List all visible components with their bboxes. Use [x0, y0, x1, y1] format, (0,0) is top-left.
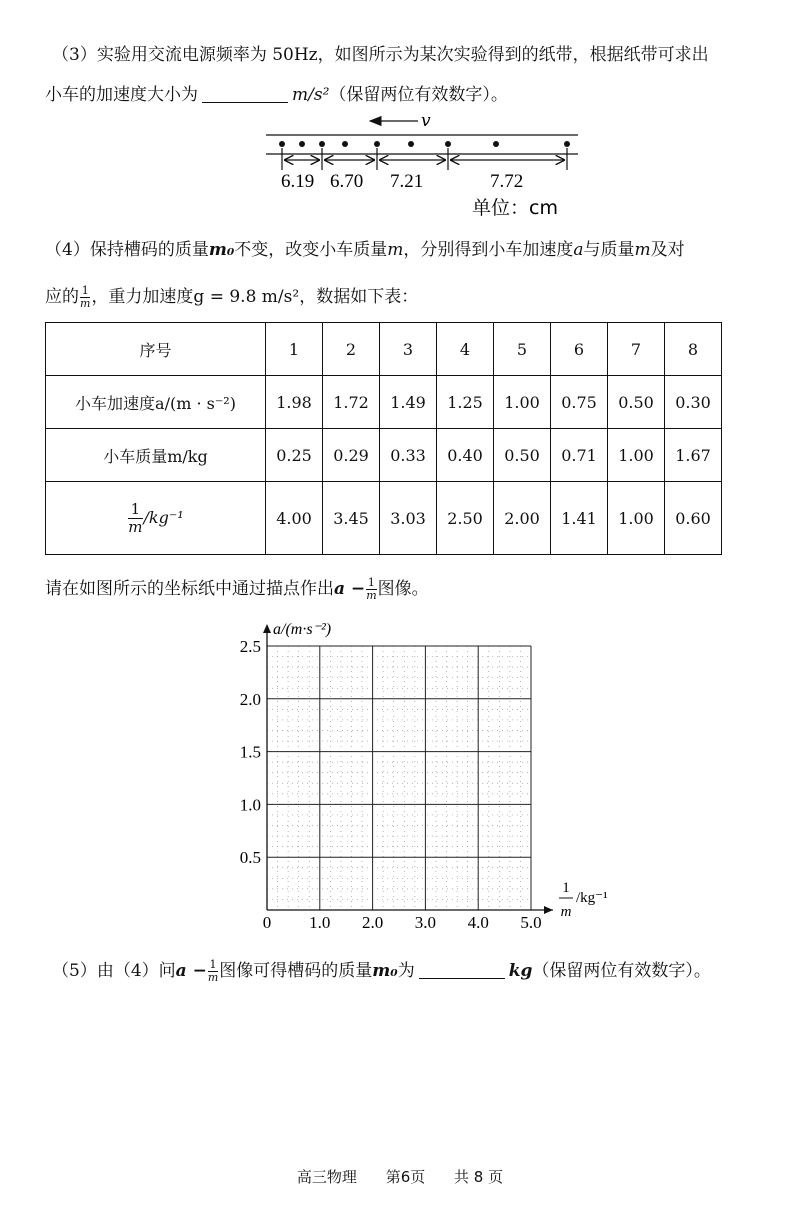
- table-row: [46, 323, 722, 376]
- y-tick-label: 1.5: [239, 742, 261, 762]
- tape-distance-3: 7.21: [390, 171, 424, 192]
- q4-line1: [45, 235, 685, 260]
- table-row-label: 小车质量m/kg: [46, 429, 266, 482]
- x-tick-label: 5.0: [520, 913, 542, 932]
- table-cell: 1.98: [266, 376, 323, 429]
- velocity-label: v: [421, 111, 431, 131]
- table-cell: 0.60: [665, 482, 722, 555]
- q3-unit: m/s²: [292, 85, 330, 105]
- frac-num: 1: [128, 501, 142, 519]
- table-cell: 1.00: [608, 429, 665, 482]
- frac-num: 1: [209, 958, 217, 971]
- tape-distance-1: 6.19: [281, 171, 315, 192]
- table-cell: 0.71: [551, 429, 608, 482]
- q4-text: 不变，改变小车质量: [234, 240, 388, 260]
- table-cell: 3: [380, 323, 437, 376]
- x-tick-label: 0: [262, 913, 272, 932]
- q4-text: （4）保持槽码的质量: [45, 240, 209, 260]
- table-header-label: 序号: [46, 323, 266, 376]
- tape-dot: [445, 141, 451, 147]
- q4-line2: [45, 282, 418, 310]
- table-cell: 2.50: [437, 482, 494, 555]
- table-cell: 0.50: [608, 376, 665, 429]
- y-axis-arrow: [263, 624, 271, 633]
- x-tick-label: 1.0: [309, 913, 331, 932]
- tape-dot: [493, 141, 499, 147]
- tape-segment-marks: [282, 148, 567, 170]
- table-cell: 1.67: [665, 429, 722, 482]
- q3-line2: [45, 80, 508, 105]
- q4-text: ，重力加速度g = 9.8 m/s²，数据如下表：: [91, 287, 419, 307]
- q3-line2-pre: 小车的加速度大小为: [45, 85, 198, 105]
- footer-total: 共 8 页: [454, 1168, 504, 1186]
- x-tick-label: 2.0: [361, 913, 384, 932]
- q3-line1: （3）实验用交流电源频率为 50Hz，如图所示为某次实验得到的纸带，根据纸带可求出: [52, 45, 709, 65]
- plot-instruction-expr: a −: [334, 579, 366, 599]
- table-cell: 0.25: [266, 429, 323, 482]
- table-cell: 0.33: [380, 429, 437, 482]
- x-axis-arrow: [544, 906, 553, 914]
- table-cell: 4: [437, 323, 494, 376]
- table-cell: 1.25: [437, 376, 494, 429]
- q5-line: [52, 956, 711, 984]
- frac-den: m: [207, 971, 219, 984]
- table-fraction: [128, 501, 142, 536]
- q4-m: m: [387, 240, 404, 260]
- frac-num: 1: [367, 576, 375, 589]
- q5-expr: a −: [175, 961, 207, 981]
- plot-instruction-fraction: [366, 577, 376, 602]
- q5-m0: m₀: [372, 961, 398, 981]
- frac-num: 1: [81, 284, 89, 297]
- frac-den: m: [128, 517, 143, 536]
- q4-m: m: [634, 240, 651, 260]
- tape-dot: [342, 141, 348, 147]
- table-cell: 0.40: [437, 429, 494, 482]
- answer-blank-acceleration[interactable]: [202, 84, 288, 103]
- frac-den: m: [366, 589, 377, 602]
- table-row-label: 小车加速度a/(m · s⁻²): [46, 376, 266, 429]
- table-cell: 1: [266, 323, 323, 376]
- tape-distance-2: 6.70: [330, 171, 364, 192]
- tape-dot: [374, 141, 380, 147]
- table-row: [46, 429, 722, 482]
- page-footer: [0, 1166, 800, 1187]
- table-cell: 3.45: [323, 482, 380, 555]
- y-tick-label: 0.5: [239, 848, 261, 868]
- table-cell: 0.29: [323, 429, 380, 482]
- table-cell: 1.49: [380, 376, 437, 429]
- table-row: [46, 376, 722, 429]
- table-cell: 6: [551, 323, 608, 376]
- tape-dot: [279, 141, 285, 147]
- table-cell: 3.03: [380, 482, 437, 555]
- q4-a: a: [573, 240, 584, 260]
- tape-dot: [319, 141, 325, 147]
- q5-fraction: [208, 959, 218, 984]
- x-axis-label-unit: /kg⁻¹: [576, 890, 608, 906]
- tape-dot: [408, 141, 414, 147]
- graph-paper-chart[interactable]: [0, 610, 800, 940]
- x-tick-label: 4.0: [467, 913, 489, 932]
- table-cell: 0.30: [665, 376, 722, 429]
- y-tick-label: 2.5: [239, 637, 261, 656]
- y-tick-label: 1.0: [239, 795, 261, 815]
- q5-text: 为: [397, 961, 415, 981]
- table-cell: 2: [323, 323, 380, 376]
- table-cell: 7: [608, 323, 665, 376]
- table-row: [46, 482, 722, 555]
- q5-unit: kg: [508, 961, 533, 981]
- x-axis-label-num: 1: [562, 880, 570, 896]
- q4-text: ，分别得到小车加速度: [403, 240, 574, 260]
- q4-fraction: [80, 285, 90, 310]
- table-cell: 1.00: [494, 376, 551, 429]
- q5-text: 图像可得槽码的质量: [219, 961, 373, 981]
- q5-text: （5）由（4）问: [52, 961, 176, 981]
- tape-dot: [299, 141, 305, 147]
- table-cell: 1.41: [551, 482, 608, 555]
- y-tick-label: 2.0: [239, 689, 261, 709]
- y-axis-label: a/(m·s⁻²): [273, 621, 332, 638]
- table-cell: 8: [665, 323, 722, 376]
- tape-unit-label: 单位：cm: [472, 197, 558, 219]
- footer-subject: 高三物理: [296, 1168, 357, 1186]
- table-row-label: [46, 482, 266, 555]
- paper-tape-diagram: [0, 110, 800, 220]
- q4-m0: m₀: [208, 240, 235, 260]
- table-cell: 0.75: [551, 376, 608, 429]
- table-cell: 2.00: [494, 482, 551, 555]
- x-axis-label-den: m: [560, 904, 572, 920]
- q5-text: （保留两位有效数字）。: [532, 961, 711, 981]
- table-cell: 1.72: [323, 376, 380, 429]
- data-table: [45, 322, 722, 555]
- table-cell: 4.00: [266, 482, 323, 555]
- table-cell: 5: [494, 323, 551, 376]
- x-tick-label: 3.0: [414, 913, 437, 932]
- table-cell: 0.50: [494, 429, 551, 482]
- answer-blank-mass[interactable]: [419, 960, 505, 979]
- tape-dots: [279, 141, 570, 147]
- plot-instruction-text: 请在如图所示的坐标纸中通过描点作出: [45, 579, 334, 599]
- plot-instruction: [45, 574, 429, 602]
- q3-line2-post: （保留两位有效数字）。: [329, 85, 508, 105]
- q4-text: 及对: [650, 240, 685, 260]
- tape-distance-4: 7.72: [490, 171, 524, 192]
- plot-instruction-text: 图像。: [377, 579, 429, 599]
- frac-den: m: [80, 297, 91, 310]
- table-cell: 1.00: [608, 482, 665, 555]
- q4-text: 与质量: [583, 240, 635, 260]
- q4-text: 应的: [45, 287, 79, 307]
- footer-page: 第6页: [385, 1168, 426, 1186]
- tape-dot: [564, 141, 570, 147]
- table-row-label-unit: /kg⁻¹: [143, 507, 184, 527]
